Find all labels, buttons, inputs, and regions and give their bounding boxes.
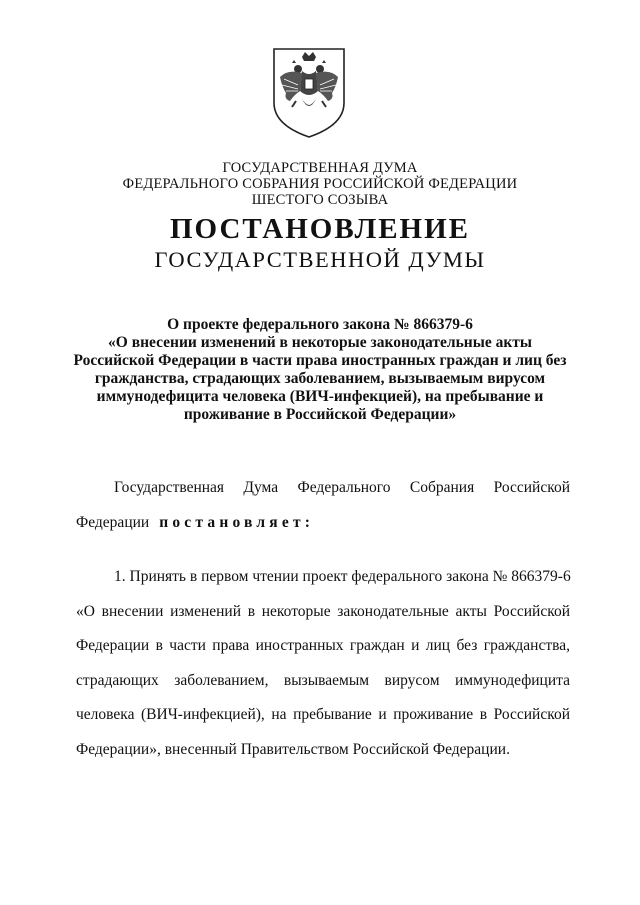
subject-line: О проекте федерального закона № 866379-6 — [167, 316, 473, 333]
subject-line: иммунодефицита человека (ВИЧ-инфекцией), на пребывание и — [96, 388, 544, 405]
preamble-federation-word: Федерации — [76, 514, 150, 531]
preamble-line: Государственная Дума Федерального Собрания Российской — [114, 479, 570, 496]
subject-line: проживание в Российской Федерации» — [183, 406, 457, 423]
document-title: ПОСТАНОВЛЕНИЕ — [169, 213, 470, 245]
preamble-line-resolves — [76, 514, 314, 532]
item-1-line: 1. Принять в первом чтении проект федерального закона № 866379-6 — [114, 568, 571, 585]
header-line-convocation: ШЕСТОГО СОЗЫВА — [251, 192, 389, 208]
header-line-federal-assembly: ФЕДЕРАЛЬНОГО СОБРАНИЯ РОССИЙСКОЙ ФЕДЕРАЦИИ — [122, 176, 518, 192]
item-1-line-last: Федерации», внесенный Правительством Российской Федерации. — [76, 741, 510, 758]
subject-line: Российской Федерации в части права иностранных граждан и лиц без — [73, 352, 567, 369]
item-1-line: «О внесении изменений в некоторые законодательные акты Российской — [76, 603, 570, 620]
subject-line: гражданства, страдающих заболеванием, вызываемым вирусом — [94, 370, 546, 387]
item-1-line: человека (ВИЧ-инфекцией), на пребывание и проживание в Российской — [76, 706, 570, 723]
russian-coat-of-arms-icon — [272, 47, 346, 139]
header-line-duma: ГОСУДАРСТВЕННАЯ ДУМА — [222, 160, 418, 176]
document-subject — [60, 316, 580, 424]
item-1-line: Федерации в части права иностранных граждан и лиц без гражданства, — [76, 637, 570, 654]
subject-line: «О внесении изменений в некоторые законодательные акты — [108, 334, 532, 351]
item-1-line: страдающих заболеванием, вызываемым вирусом иммунодефицита — [76, 672, 570, 689]
resolves-word: постановляет: — [159, 514, 315, 531]
document-subtitle: ГОСУДАРСТВЕННОЙ ДУМЫ — [154, 247, 486, 272]
